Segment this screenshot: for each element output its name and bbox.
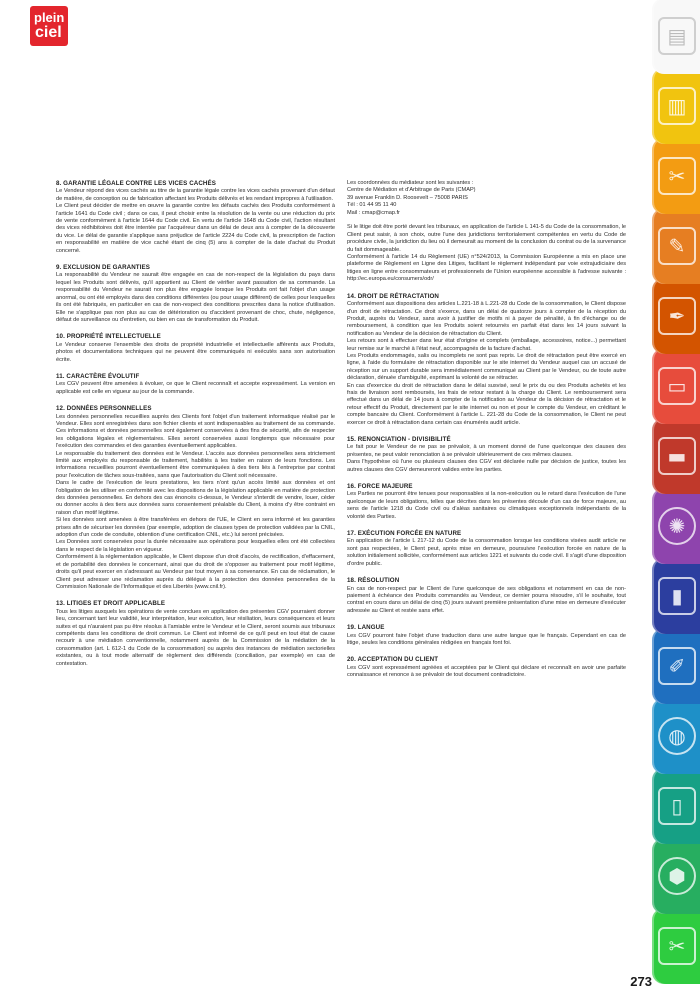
- section-title: 12. DONNÉES PERSONNELLES: [56, 405, 152, 413]
- section-title: 8. GARANTIE LÉGALE CONTRE LES VICES CACHÉS: [56, 180, 216, 187]
- category-tab[interactable]: [652, 628, 700, 704]
- terms-section: [56, 333, 335, 364]
- binder-icon: ▥: [658, 87, 696, 125]
- section-paragraph: Les Données sont conservées pour la durée nécessaire aux opérations pour lesquelles elles ont été collectées dans le respect de la législation en vigueur.: [56, 539, 335, 553]
- terms-section: [347, 293, 626, 427]
- category-tab[interactable]: [652, 348, 700, 424]
- section-paragraph: La responsabilité du Vendeur ne saurait être engagée en cas de non-respect de la législation du pays dans lequel les Produits sont délivrés, qu'il appartient au Client de vérifier avant passation de sa commande. La responsabilité du Vendeur ne saurait non plus être engagée lorsque les Produits ont fait l'objet d'un usage anormal, ou ont été employés dans des conditions différentes (ou pour usage différent) de celles pour lesquelles ils ont été fabriqués, en particulier en cas de non-respect des conditions prescrites dans la notice d'utilisation. Elle ne s'applique pas non plus au cas de détérioration ou d'accident provenant de choc, chute, négligence, défaut de surveillance ou d'entretien, ou bien en cas de transformation du Produit.: [56, 272, 335, 323]
- terms-section: [56, 180, 335, 255]
- section-title: 11. CARACTÈRE ÉVOLUTIF: [56, 372, 140, 380]
- paper-icon: ▯: [658, 787, 696, 825]
- section-paragraph: Conformément à la réglementation applicable, le Client dispose d'un droit d'accès, de rectification, d'effacement, et de portabilité des données le concernant, ainsi que du droit de s'opposer au traitement pour motif légitime, droits qu'il peut exercer en s'adressant au Vendeur par tout moyen à sa convenance. En cas de réclamation, le Client peut adresser une réclamation auprès du délégué à la protection des données personnelles de la Commission Nationale de l'Informatique et des Libertés (www.cnil.fr).: [56, 554, 335, 590]
- category-tab[interactable]: [652, 768, 700, 844]
- shell-icon: ✺: [658, 507, 696, 545]
- category-tab[interactable]: [652, 908, 700, 984]
- section-paragraph: 39 avenue Franklin D. Roosevelt – 75008 PARIS: [347, 194, 468, 201]
- section-paragraph: Tél : 01 44 95 11 40: [347, 202, 397, 209]
- terms-section: [347, 577, 626, 615]
- section-paragraph: Dans l'hypothèse où l'une ou plusieurs clauses des CGV est déclarée nulle par décision de justice, toutes les autres clauses des CGV demeureront valides entre les parties.: [347, 459, 626, 473]
- scissors-icon: ✂: [658, 927, 696, 965]
- section-paragraph: Le Vendeur répond des vices cachés au titre de la garantie légale contre les vices cachés provenant d'un défaut de matière, de conception ou de fabrication affectant les Produits délivrés et les rendant impropres à l'utilisation.: [56, 188, 335, 202]
- section-paragraph: Les Parties ne pourront être tenues pour responsables si la non-exécution ou le retard dans l'exécution de l'une quelconque de leurs obligations, telles que décrites dans les présentes découle d'un cas de force majeure, au sens de l'article 1218 du Code civil ou d'aléas sanitaires ou climatiques exceptionnels indépendants de la volonté des Parties.: [347, 491, 626, 520]
- category-tab[interactable]: [652, 698, 700, 774]
- terms-section: [347, 180, 626, 284]
- section-paragraph: Les coordonnées du médiateur sont les suivantes :: [347, 180, 474, 186]
- section-paragraph: Les CGV sont expressément agréées et acceptées par le Client qui déclare et reconnaît en avoir une parfaite connaissance et renonce à se prévaloir de tout document contradictoire.: [347, 664, 626, 679]
- section-title: 15. RENONCIATION - DIVISIBILITÉ: [347, 436, 451, 443]
- section-title: 10. PROPRIÉTÉ INTELLECTUELLE: [56, 333, 161, 341]
- section-title: 19. LANGUE: [347, 624, 385, 632]
- brand-line2: ciel: [35, 24, 62, 41]
- section-paragraph: Conformément à l'article 14 du Règlement (UE) n°524/2013, la Commission Européenne a mis en place une plateforme de Règlement en Ligne des Litiges, facilitant le règlement indépendant par voie extrajudiciaire des litiges en ligne entre consommateurs et professionnels de l'Union européenne accessible à l'adresse suivante : http://ec.europa.eu/consumers/odr/: [347, 254, 626, 283]
- category-tabs: [650, 0, 700, 995]
- section-paragraph: En application de l'article L 217-12 du Code de la consommation lorsque les conditions visées audit article ne sont pas respectées, le Client peut, après mise en demeure, poursuivre l'exécution forcée en nature de la solution initialement sollicitée, conformément aux articles 1221 et suivants du code civil. Il s'agit d'une disposition d'ordre public.: [347, 538, 626, 567]
- category-tab[interactable]: [652, 558, 700, 634]
- section-title: 17. EXÉCUTION FORCÉE EN NATURE: [347, 530, 462, 538]
- section-paragraph: Les retours sont à effectuer dans leur état d'origine et complets (emballage, accessoires, notice...) permettant leur remise sur le marché à l'état neuf, accompagnés de la facture d'achat.: [347, 338, 626, 352]
- section-paragraph: Mail : cmap@cmap.fr: [347, 209, 400, 216]
- pen-icon: ✒: [658, 297, 696, 335]
- paint-icon: ✐: [658, 647, 696, 685]
- section-title: 13. LITIGES ET DROIT APPLICABLE: [56, 600, 166, 608]
- pencil-icon: ✎: [658, 227, 696, 265]
- terms-section: [347, 436, 626, 474]
- section-paragraph: Les Produits endommagés, salis ou incomplets ne sont pas repris. Le droit de rétractation peut être exercé en ligne, à l'aide du formulaire de rétractation disponible sur le site internet du Vendeur auquel cas un accusé de réception sur un support durable sera immédiatement communiqué au Client par le Vendeur, ou de toute autre déclaration, dénuée d'ambiguïté, exprimant la volonté de se rétracter.: [347, 352, 626, 382]
- sewing-machine-icon: ✂: [658, 157, 696, 195]
- globe-icon: ◍: [658, 717, 696, 755]
- glue-icon: ▮: [658, 577, 696, 615]
- section-paragraph: Dans le cadre de l'exécution de leurs prestations, les tiers n'ont qu'un accès limité aux données et ont l'obligation de les utiliser en conformité avec les dispositions de la législation applicable en matière de protection des données personnelles. En dehors des cas énoncés ci-dessus, le Vendeur s'interdit de vendre, louer, céder ou donner accès à des tiers aux données sans consentement préalable du Client, à moins d'y être contraint en raison d'un motif légitime.: [56, 480, 335, 516]
- section-paragraph: En cas d'exercice du droit de rétractation dans le délai susvisé, seul le prix du ou des Produits achetés et les frais de livraison sont remboursés, les frais de retour restant à la charge du Client. Le remboursement sera effectué dans un délai de 14 jours à compter de la notification au Vendeur de la décision de rétractation et le retour effectif du Produit, directement par le site internet ou non et pour le compte du Vendeur, en créditant le compte bancaire du Client. Conformément à l'article L. 221-28 du Code de la consommation, le Client ne peut exercer ce droit à rétractation dans certain cas énumérés audit article.: [347, 382, 626, 426]
- category-tab[interactable]: [652, 418, 700, 494]
- brand-logo: [30, 6, 68, 46]
- section-paragraph: Si les données sont amenées à être transférées en dehors de l'UE, le Client en sera informé et les garanties prises afin de sécuriser les données (par exemple, adoption de clauses types de protection validées par la CNIL, adoption d'un code de conduite, obtention d'une certification CNIL, etc.) lui seront précisées.: [56, 517, 335, 539]
- section-paragraph: Conformément aux dispositions des articles L.221-18 à L.221-28 du Code de la consommation, le Client dispose d'un droit de rétractation. Ce droit s'exerce, dans un délai de quatorze jours à compter de la réception du Produit, auprès du Vendeur, sans avoir à justifier de motifs ni à payer de pénalité, à fin d'échange ou de remboursement, à condition que les Produits soient retournés en parfait état dans les 14 jours suivant la notification au Vendeur de la décision de rétractation du Client.: [347, 301, 626, 337]
- brand-line1: plein: [34, 10, 65, 25]
- section-paragraph: Centre de Médiation et d'Arbitrage de Paris (CMAP): [347, 187, 476, 194]
- section-paragraph: Le Client peut décider de mettre en œuvre la garantie contre les défauts cachés des Produits conformément à l'article 1641 du Code civil ; dans ce cas, il peut choisir entre la résolution de la vente ou une réduction du prix de vente conformément à l'article 1644 du Code civil. En vertu de l'article 1648 du Code civil, l'action résultant des vices rédhibitoires doit être intentée par l'acquéreur dans un délai de deux ans à compter de la découverte du vice. Le délai de garantie s'applique sans préjudice de l'article 2224 du Code civil, la prescription de l'action en responsabilité en matière de vice caché étant de cinq (5) ans à compter de la date d'achat du Produit concerné.: [56, 203, 335, 254]
- section-title: 20. ACCEPTATION DU CLIENT: [347, 656, 439, 664]
- category-tab[interactable]: [652, 0, 700, 74]
- terms-section: [56, 405, 335, 591]
- section-paragraph: Le responsable du traitement des données est le Vendeur. L'accès aux données personnelles sera strictement limité aux employés du responsable de traitement, habilités à les traiter en raison de leurs fonctions. Les informations recueillies pourront éventuellement être communiquées à des tiers liés à l'entreprise par contrat pour l'exécution de tâches sous-traitées, sans que l'autorisation du Client soit nécessaire.: [56, 450, 335, 479]
- category-tab[interactable]: [652, 488, 700, 564]
- section-paragraph: Si le litige doit être porté devant les tribunaux, en application de l'article L 141-5 du Code de la consommation, le Client peut saisir, à son choix, outre l'une des juridictions territorialement compétentes en vertu du Code de procédure civile, la juridiction du lieu où il demeurait au moment de la conclusion du contrat ou de la survenance du fait dommageable.: [347, 224, 626, 253]
- section-title: 18. RÉSOLUTION: [347, 577, 400, 585]
- folder-icon: ▭: [658, 367, 696, 405]
- ball-icon: ⬢: [658, 857, 696, 895]
- terms-section: [347, 656, 626, 679]
- category-tab[interactable]: [652, 208, 700, 284]
- section-paragraph: En cas de non-respect par le Client de l'une quelconque de ses obligations et notamment en cas de non-paiement à échéance des Produits commandés au Vendeur, ce dernier pourra résoudre, s'il le souhaite, tout contrat en cours dans un délai de cinq (5) jours suivant première présentation d'une mise en demeure d'exécuter adressée au Client et restée sans effet.: [347, 585, 626, 614]
- section-title: 14. DROIT DE RÉTRACTATION: [347, 292, 439, 300]
- section-paragraph: Le Vendeur conserve l'ensemble des droits de propriété industrielle et intellectuelle afférents aux Produits, photos et documentations techniques qui ne peuvent être communiqués ni exécutés sans son autorisation écrite.: [56, 341, 335, 363]
- category-tab[interactable]: [652, 138, 700, 214]
- category-tab[interactable]: [652, 278, 700, 354]
- category-tab[interactable]: [652, 68, 700, 144]
- section-title: 16. FORCE MAJEURE: [347, 483, 413, 491]
- terms-section: [56, 264, 335, 324]
- terms-section: [56, 600, 335, 668]
- section-paragraph: Les CGV pourront faire l'objet d'une traduction dans une autre langue que le français. Cependant en cas de litige, seules les conditions générales rédigées en français font foi.: [347, 632, 626, 646]
- terms-section: [347, 483, 626, 521]
- section-paragraph: [347, 217, 626, 224]
- section-title: 9. EXCLUSION DE GARANTIES: [56, 264, 150, 272]
- right-column: [347, 180, 626, 689]
- notebook-icon: ▤: [658, 17, 696, 55]
- section-paragraph: Tous les litiges auxquels les opérations de vente conclues en application des présentes CGV pourraient donner lieu, concernant tant leur validité, leur interprétation, leur exécution, leur résiliation, leurs conséquences et leurs suites et qui n'auraient pas pu être résolus à l'amiable entre le Vendeur et le Client, seront soumis aux tribunaux compétents dans les conditions de droit commun. Le Client est informé de ce qu'il peut en tout état de cause recourir à une médiation conventionnelle, notamment auprès de la Commission de la médiation de la consommation (art. L 612-1 du Code de la consommation) ou auprès des instances de médiation sectorielles existantes, ou à tout mode alternatif de règlement des différends (conciliation, par exemple) en cas de contestation.: [56, 608, 335, 667]
- left-column: [56, 180, 335, 677]
- terms-section: [56, 373, 335, 396]
- section-paragraph: Les CGV peuvent être amenées à évoluer, ce que le Client reconnaît et accepte expressément. La version en applicable est celle en vigueur au jour de la commande.: [56, 381, 335, 395]
- stapler-icon: ▬: [658, 437, 696, 475]
- category-tab[interactable]: [652, 838, 700, 914]
- section-paragraph: Les données personnelles recueillies auprès des Clients font l'objet d'un traitement informatique réalisé par le Vendeur. Elles sont enregistrées dans son fichier clients et sont indispensables au traitement de sa commande. Ces informations et données personnelles sont également conservées à des fins de sécurité, afin de respecter les obligations légales et réglementaires. Elles seront conservées aussi longtemps que nécessaire pour l'exécution des commandes et des garanties éventuellement applicables.: [56, 413, 335, 450]
- terms-section: [347, 624, 626, 647]
- section-paragraph: Le fait pour le Vendeur de ne pas se prévaloir, à un moment donné de l'une quelconque des clauses des présentes, ne peut valoir renonciation à se prévaloir ultérieurement de ces mêmes clauses.: [347, 444, 626, 458]
- page-number: 273: [630, 974, 652, 989]
- terms-section: [347, 530, 626, 568]
